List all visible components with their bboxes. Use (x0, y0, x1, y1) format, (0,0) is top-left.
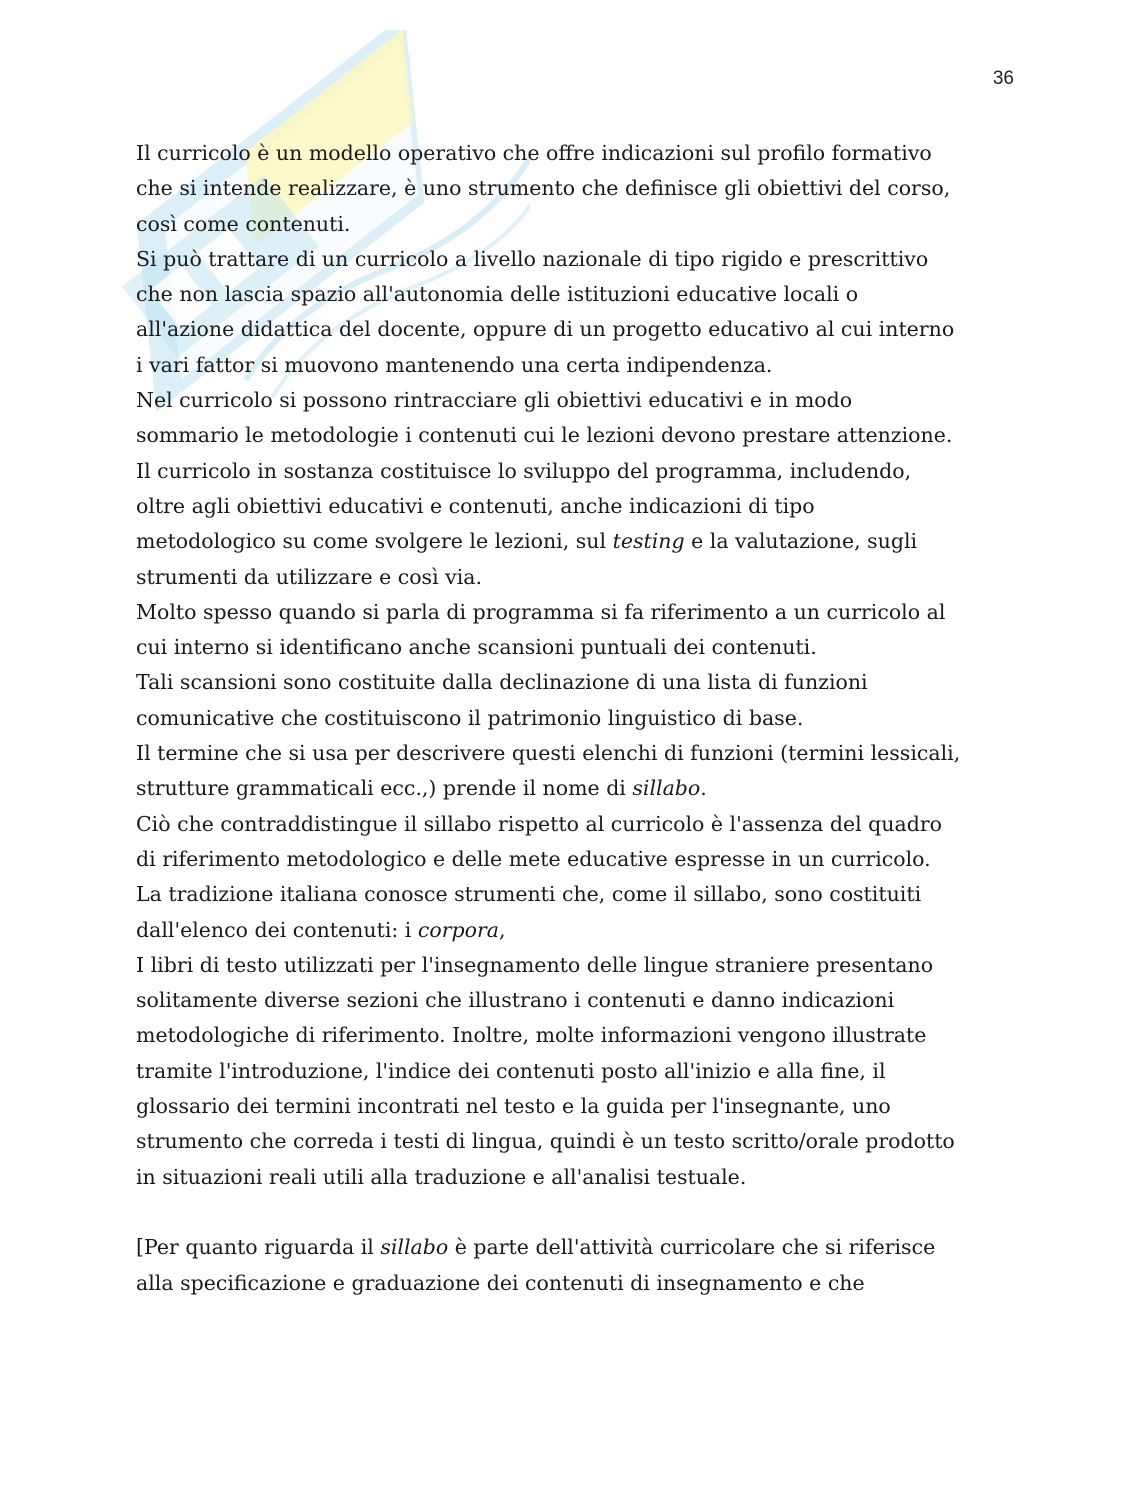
paragraph (136, 595, 1021, 666)
text-line (136, 348, 1021, 383)
text-line (136, 877, 1021, 912)
text-line (136, 383, 1021, 418)
text-line (136, 560, 1021, 595)
text-line (136, 983, 1021, 1018)
blank-line (136, 1195, 1021, 1230)
text-line (136, 913, 1021, 948)
text-segment: di riferimento metodologico e delle mete educative espresse in un curricolo. (136, 846, 931, 871)
page-number: 36 (992, 68, 1014, 89)
text-line (136, 454, 1021, 489)
text-segment: Nel curricolo si possono rintracciare gli obiettivi educativi e in modo (136, 388, 853, 413)
text-segment: La tradizione italiana conosce strumenti che, come il sillabo, sono costituiti (136, 882, 922, 907)
text-line (136, 1266, 1021, 1301)
paragraph (136, 1230, 1021, 1301)
paragraph (136, 242, 1021, 383)
text-segment: all'azione didattica del docente, oppure di un progetto educativo al cui interno (136, 317, 955, 342)
text-line (136, 489, 1021, 524)
text-segment: cui interno si identificano anche scansioni puntuali dei contenuti. (136, 635, 817, 660)
text-segment: tramite l'introduzione, l'indice dei contenuti posto all'inizio e alla fine, il (136, 1058, 886, 1083)
text-segment: che si intende realizzare, è uno strumento che definisce gli obiettivi del corso, (136, 176, 951, 201)
text-line (136, 842, 1021, 877)
text-line (136, 277, 1021, 312)
text-segment: così come contenuti. (136, 211, 351, 236)
text-segment: I libri di testo utilizzati per l'insegnamento delle lingue straniere presentano (136, 952, 934, 977)
text-line (136, 630, 1021, 665)
text-segment: strutture grammaticali ecc.,) prende il nome di (136, 776, 633, 801)
italic-term: testing (612, 529, 685, 554)
paragraph (136, 454, 1021, 595)
text-segment: metodologiche di riferimento. Inoltre, molte informazioni vengono illustrate (136, 1023, 927, 1048)
text-line (136, 701, 1021, 736)
text-segment: metodologico su come svolgere le lezioni, sul (136, 529, 613, 554)
text-line (136, 736, 1021, 771)
text-segment: in situazioni reali utili alla traduzione e all'analisi testuale. (136, 1164, 747, 1189)
text-line (136, 807, 1021, 842)
text-line (136, 1124, 1021, 1159)
text-segment: , (498, 917, 506, 942)
text-segment: . (700, 776, 707, 801)
text-segment: dall'elenco dei contenuti: i (136, 917, 418, 942)
text-segment: Ciò che contraddistingue il sillabo rispetto al curricolo è l'assenza del quadro (136, 811, 942, 836)
text-line (136, 418, 1021, 453)
text-segment: Molto spesso quando si parla di programma si fa riferimento a un curricolo al (136, 599, 946, 624)
text-segment: che non lascia spazio all'autonomia delle istituzioni educative locali o (136, 282, 859, 307)
text-line (136, 948, 1021, 983)
text-segment: comunicative che costituiscono il patrimonio linguistico di base. (136, 705, 804, 730)
italic-term: sillabo (380, 1235, 449, 1260)
paragraph (136, 736, 1021, 807)
italic-term: corpora (417, 917, 499, 942)
text-segment: Si può trattare di un curricolo a livello nazionale di tipo rigido e prescrittivo (136, 246, 929, 271)
paragraph (136, 136, 1021, 242)
text-line (136, 207, 1021, 242)
text-segment: oltre agli obiettivi educativi e contenuti, anche indicazioni di tipo (136, 493, 815, 518)
text-line (136, 242, 1021, 277)
text-segment: Tali scansioni sono costituite dalla declinazione di una lista di funzioni (136, 670, 868, 695)
text-line (136, 312, 1021, 347)
text-segment: Il curricolo in sostanza costituisce lo sviluppo del programma, includendo, (136, 458, 912, 483)
text-segment: glossario dei termini incontrati nel testo e la guida per l'insegnante, uno (136, 1094, 891, 1119)
text-segment: strumenti da utilizzare e così via. (136, 564, 483, 589)
text-line (136, 171, 1021, 206)
text-line (136, 136, 1021, 171)
text-segment: Il termine che si usa per descrivere questi elenchi di funzioni (termini lessicali, (136, 741, 961, 766)
text-segment: [Per quanto riguarda il (136, 1235, 381, 1260)
document-body (136, 136, 1021, 1301)
text-line (136, 1160, 1021, 1195)
text-line (136, 524, 1021, 559)
paragraph (136, 807, 1021, 878)
text-segment: e la valutazione, sugli (684, 529, 918, 554)
text-line (136, 665, 1021, 700)
text-segment: sommario le metodologie i contenuti cui le lezioni devono prestare attenzione. (136, 423, 953, 448)
text-line (136, 1230, 1021, 1265)
text-segment: strumento che correda i testi di lingua, quindi è un testo scritto/orale prodotto (136, 1129, 955, 1154)
text-segment: solitamente diverse sezioni che illustrano i contenuti e danno indicazioni (136, 988, 895, 1013)
text-segment: i vari fattor si muovono mantenendo una certa indipendenza. (136, 352, 773, 377)
text-segment: alla specificazione e graduazione dei contenuti di insegnamento e che (136, 1270, 865, 1295)
paragraph (136, 383, 1021, 454)
text-segment: è parte dell'attività curricolare che si riferisce (448, 1235, 936, 1260)
paragraph (136, 948, 1021, 1195)
text-line (136, 771, 1021, 806)
paragraph (136, 877, 1021, 948)
text-line (136, 1054, 1021, 1089)
text-line (136, 1089, 1021, 1124)
text-segment: Il curricolo è un modello operativo che offre indicazioni sul profilo formativo (136, 141, 932, 165)
italic-term: sillabo (632, 776, 701, 801)
text-line (136, 595, 1021, 630)
paragraph (136, 665, 1021, 736)
text-line (136, 1018, 1021, 1053)
